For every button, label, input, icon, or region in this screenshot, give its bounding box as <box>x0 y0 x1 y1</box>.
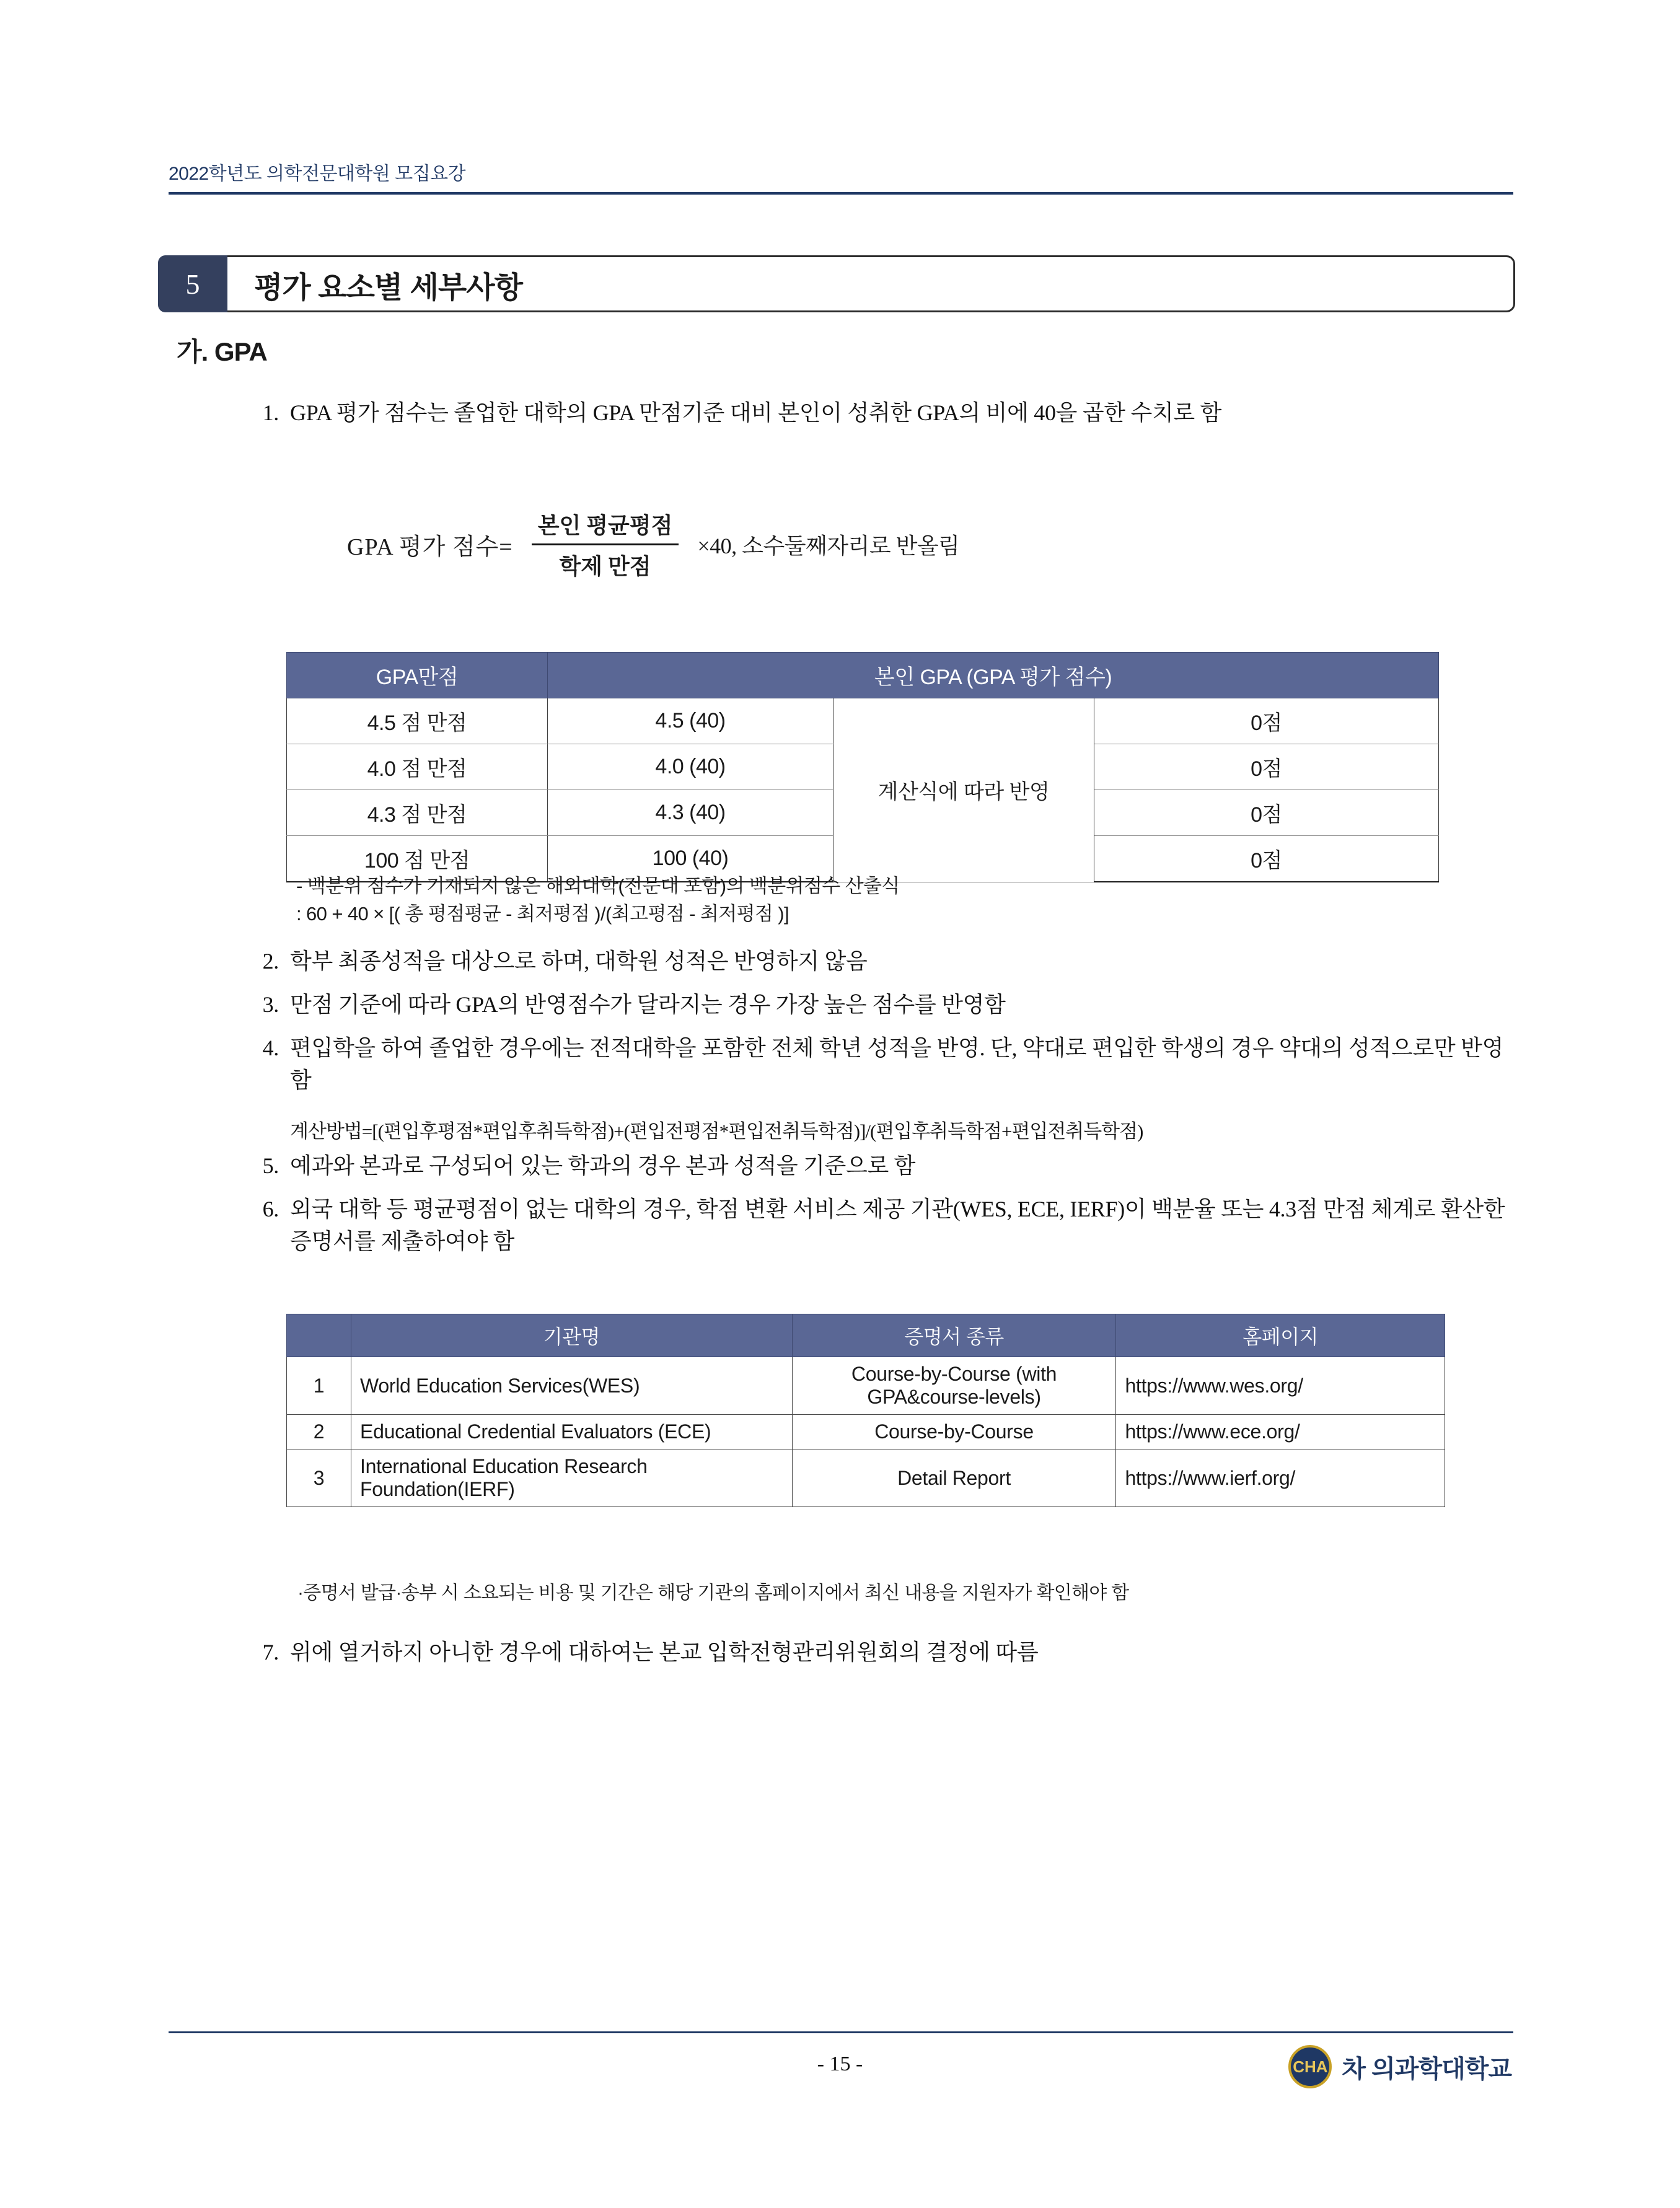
formula-tail: ×40, 소수둘째자리로 반올림 <box>697 534 960 558</box>
page-number: - 15 - <box>817 2052 863 2075</box>
page-title: 평가 요소별 세부사항 <box>254 271 522 304</box>
cell-score: 0점 <box>1094 744 1439 790</box>
cell-cert-type: Detail Report <box>792 1449 1116 1507</box>
gpa-formula <box>347 508 959 581</box>
gpa-table <box>286 652 1439 882</box>
cell-index: 2 <box>287 1415 351 1449</box>
cell-homepage[interactable]: https://www.wes.org/ <box>1116 1357 1445 1415</box>
cell-agency-name: International Education Research Foundation(IERF) <box>351 1449 793 1507</box>
gpa-note <box>296 873 900 928</box>
list-item-text: GPA 평가 점수는 졸업한 대학의 GPA 만점기준 대비 본인이 성취한 GPA의 비에 40을 곱한 수치로 함 <box>290 400 1222 425</box>
cell-index: 1 <box>287 1357 351 1415</box>
list-item-text: 위에 열거하지 아니한 경우에 대하여는 본교 입학전형관리위원회의 결정에 따름 <box>290 1640 1039 1665</box>
formula-label: GPA 평가 점수= <box>347 534 513 560</box>
col-gpa-max: GPA만점 <box>287 653 548 698</box>
list-item-text: 편입학을 하여 졸업한 경우에는 전적대학을 포함한 전체 학년 성적을 반영. 단, 약대로 편입한 학생의 경우 약대의 성적으로만 반영함 <box>290 1036 1504 1093</box>
table-header-row <box>287 1314 1445 1357</box>
header-divider <box>169 192 1513 195</box>
col-own-gpa: 본인 GPA (GPA 평가 점수) <box>548 653 1439 698</box>
credential-agency-table <box>286 1314 1445 1507</box>
footer-divider <box>169 2031 1513 2033</box>
cell-cert-type: Course-by-Course (with GPA&course-levels) <box>792 1357 1116 1415</box>
section-number: 5 <box>158 255 227 312</box>
col-homepage: 홈페이지 <box>1116 1314 1445 1357</box>
list-item-number: 4. <box>262 1036 279 1060</box>
cell-score: 0점 <box>1094 698 1439 744</box>
table-row <box>287 1357 1445 1415</box>
list-item-text: 예과와 본과로 구성되어 있는 학과의 경우 본과 성적을 기준으로 함 <box>290 1153 916 1178</box>
cell-agency-name: Educational Credential Evaluators (ECE) <box>351 1415 793 1449</box>
list-item <box>242 397 1506 429</box>
cell-own-gpa: 100 (40) <box>548 836 833 882</box>
col-index <box>287 1314 351 1357</box>
cell-own-gpa: 4.0 (40) <box>548 744 833 790</box>
table-row <box>287 698 1439 744</box>
list-item <box>242 988 1506 1021</box>
university-logo <box>1288 2045 1511 2088</box>
list-item-number: 3. <box>262 992 279 1017</box>
transfer-calc-note: 계산방법=[(편입후평점*편입후취득학점)+(편입전평점*편입전취득학점)]/(편입후취득학점+편입전취득학점) <box>290 1120 1143 1142</box>
cell-index: 3 <box>287 1449 351 1507</box>
list-item <box>242 1032 1506 1096</box>
gpa-note-line1: - 백분위 점수가 기재되지 않은 해외대학(전문대 포함)의 백분위점수 산출식 <box>296 875 900 897</box>
cell-score: 0점 <box>1094 790 1439 836</box>
table-header-row <box>287 653 1439 698</box>
cell-homepage[interactable]: https://www.ece.org/ <box>1116 1415 1445 1449</box>
cell-cert-type: Course-by-Course <box>792 1415 1116 1449</box>
agency-table-note: ·증명서 발급·송부 시 소요되는 비용 및 기간은 해당 기관의 홈페이지에서 최신 내용을 지원자가 확인해야 함 <box>297 1583 1129 1603</box>
cell-gpa-max: 4.5 점 만점 <box>287 698 548 744</box>
list-item-text: 만점 기준에 따라 GPA의 반영점수가 달라지는 경우 가장 높은 점수를 반영함 <box>290 992 1006 1017</box>
cell-own-gpa: 4.3 (40) <box>548 790 833 836</box>
list-item <box>242 945 1506 977</box>
cell-gpa-max: 100 점 만점 <box>287 836 548 882</box>
formula-denominator: 학제 만점 <box>559 554 651 579</box>
list-item <box>242 1193 1506 1257</box>
cell-own-gpa: 4.5 (40) <box>548 698 833 744</box>
cell-score: 0점 <box>1094 836 1439 882</box>
formula-fraction <box>532 508 679 581</box>
list-item <box>242 1636 1506 1668</box>
cell-homepage[interactable]: https://www.ierf.org/ <box>1116 1449 1445 1507</box>
gpa-note-line2: : 60 + 40 × [( 총 평점평균 - 최저평점 )/(최고평점 - 최저평점 )] <box>296 902 789 925</box>
page-header <box>169 158 1513 185</box>
cell-gpa-max: 4.3 점 만점 <box>287 790 548 836</box>
cell-gpa-max: 4.0 점 만점 <box>287 744 548 790</box>
formula-numerator: 본인 평균평점 <box>537 513 673 538</box>
list-item <box>242 1150 1506 1182</box>
table-row <box>287 1415 1445 1449</box>
list-item-number: 2. <box>262 949 279 974</box>
table-row <box>287 1449 1445 1507</box>
list-item-number: 5. <box>262 1153 279 1178</box>
list-item-number: 7. <box>262 1640 279 1665</box>
university-seal-icon: CHA <box>1288 2045 1332 2088</box>
running-title: 2022학년도 의학전문대학원 모집요강 <box>169 164 466 184</box>
list-item-text: 외국 대학 등 평균평점이 없는 대학의 경우, 학점 변환 서비스 제공 기관(WES, ECE, IERF)이 백분율 또는 4.3점 만점 체계로 환산한 증명서를 제출하여야 함 <box>290 1197 1505 1254</box>
cell-merged-note: 계산식에 따라 반영 <box>833 698 1094 882</box>
university-name: 차 의과학대학교 <box>1342 2055 1511 2083</box>
cell-agency-name: World Education Services(WES) <box>351 1357 793 1415</box>
list-item-number: 1. <box>262 400 279 425</box>
list-item-text: 학부 최종성적을 대상으로 하며, 대학원 성적은 반영하지 않음 <box>290 949 868 974</box>
list-item-number: 6. <box>262 1197 279 1221</box>
subheading-gpa: 가. GPA <box>177 337 267 366</box>
col-cert-type: 증명서 종류 <box>792 1314 1116 1357</box>
col-agency-name: 기관명 <box>351 1314 793 1357</box>
